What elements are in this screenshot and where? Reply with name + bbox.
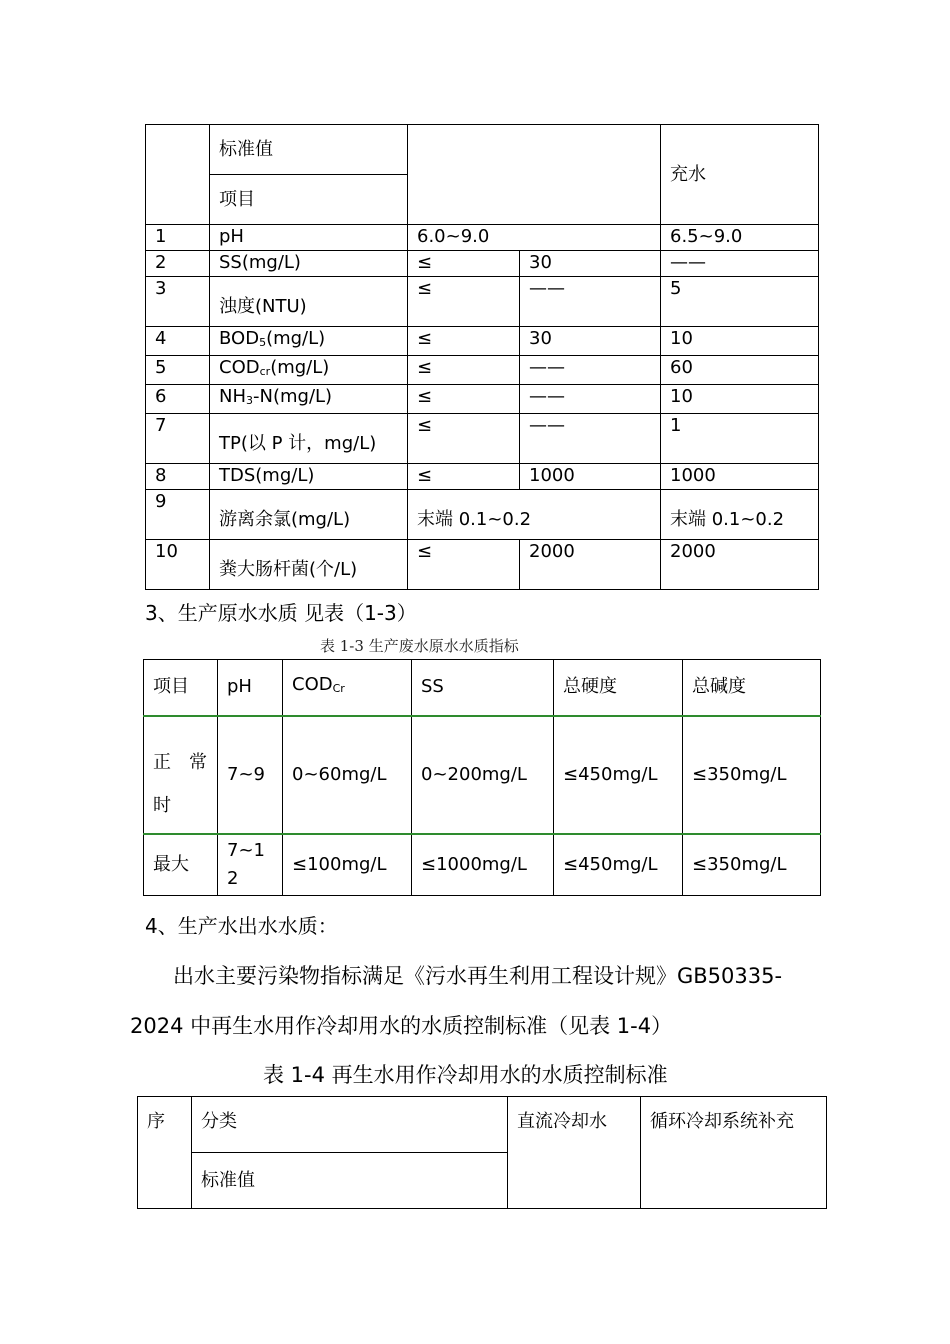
table-cell-item: TDS(mg/L) (210, 464, 408, 490)
table-cell-value: —— (520, 414, 661, 464)
table-cell-ss: ≤1000mg/L (412, 834, 554, 896)
table4-header-direct: 直流冷却水 (508, 1097, 641, 1209)
table-cell-symbol: ≤ (408, 356, 520, 385)
table-cell-symbol: ≤ (408, 540, 520, 590)
table-cell-fill: —— (661, 251, 819, 277)
table-cell-fill: 60 (661, 356, 819, 385)
table-cell-value: 30 (520, 327, 661, 356)
table-cell-item: TP(以 P 计，mg/L) (210, 414, 408, 464)
section4-paragraph-line2: 2024 中再生水用作冷却用水的水质控制标准（见表 1-4） (130, 1014, 673, 1038)
section4-heading: 4、生产水出水水质： (145, 914, 338, 938)
table-cell-symbol: ≤ (408, 277, 520, 327)
table-cell-no: 7 (146, 414, 210, 464)
table1-header-item: 项目 (210, 175, 408, 225)
table-cell-item: 游离余氯(mg/L) (210, 490, 408, 540)
table-cell-value: —— (520, 356, 661, 385)
table-cell-fill: 10 (661, 385, 819, 414)
table-cell-value: —— (520, 385, 661, 414)
table-cell-item: $BOD_5(mg/L)$ (210, 327, 408, 356)
table3-caption: 表 1-3 生产废水原水水质指标 (320, 637, 519, 655)
table3-header-hardness: 总硬度 (554, 660, 683, 716)
table-cell-no: 2 (146, 251, 210, 277)
table-cell-value: 30 (520, 251, 661, 277)
table4-header-circulating: 循环冷却系统补充 (641, 1097, 827, 1209)
table-cell-no: 3 (146, 277, 210, 327)
table-cell-no: 8 (146, 464, 210, 490)
table-cell-no: 10 (146, 540, 210, 590)
table1-header-fill: 充水 (661, 125, 819, 225)
table4-header-no: 序 (138, 1097, 192, 1209)
section4-paragraph-line1: 出水主要污染物指标满足《污水再生利用工程设计规》GB50335- (173, 964, 783, 988)
table-cell-fill: 2000 (661, 540, 819, 590)
table-cell-ph: 7~9 (218, 716, 283, 834)
table3-header-alkalinity: 总碱度 (683, 660, 821, 716)
table-cell-item: SS(mg/L) (210, 251, 408, 277)
table-cell-value: —— (520, 277, 661, 327)
table3-header-item: 项目 (144, 660, 218, 716)
table-cell-fill: 6.5~9.0 (661, 225, 819, 251)
table-cell-ss: 0~200mg/L (412, 716, 554, 834)
table-cell-symbol: ≤ (408, 251, 520, 277)
section3-heading: 3、生产原水水质 见表（1-3） (145, 601, 417, 625)
table-cell-value: 1000 (520, 464, 661, 490)
table4-header-category: 分类 (192, 1097, 508, 1153)
table-cell-no: 9 (146, 490, 210, 540)
table1-corner-cell (146, 125, 210, 225)
table-cell-fill: 1 (661, 414, 819, 464)
table4-header-standard: 标准值 (192, 1153, 508, 1209)
table-cell-item: $COD_{cr}(mg/L)$ (210, 356, 408, 385)
table-cell-item: pH (210, 225, 408, 251)
table-cell-ph: 7~1 2 (218, 834, 283, 896)
table-cell-item: $NH_3-N(mg/L)$ (210, 385, 408, 414)
table-cell-fill: 10 (661, 327, 819, 356)
table-cell-alkalinity: ≤350mg/L (683, 716, 821, 834)
table-cell-limit: 6.0~9.0 (408, 225, 661, 251)
table-cell-limit: 末端 0.1~0.2 (408, 490, 661, 540)
table-cell-symbol: ≤ (408, 414, 520, 464)
table-cell-no: 5 (146, 356, 210, 385)
table3-row-label: 最大 (144, 834, 218, 896)
table-cell-cod: ≤100mg/L (283, 834, 412, 896)
table-cell-no: 6 (146, 385, 210, 414)
table-cell-hardness: ≤450mg/L (554, 834, 683, 896)
table-cell-symbol: ≤ (408, 327, 520, 356)
table-cell-symbol: ≤ (408, 464, 520, 490)
table1-header-standard: 标准值 (210, 125, 408, 175)
table-cell-alkalinity: ≤350mg/L (683, 834, 821, 896)
table-cell-cod: 0~60mg/L (283, 716, 412, 834)
table3-header-cod: $COD_{Cr}$ (283, 660, 412, 716)
table-cell-symbol: ≤ (408, 385, 520, 414)
table-cell-fill: 1000 (661, 464, 819, 490)
table3-header-ss: SS (412, 660, 554, 716)
table-cell-fill: 5 (661, 277, 819, 327)
table-cell-no: 1 (146, 225, 210, 251)
table-cell-no: 4 (146, 327, 210, 356)
cooling-water-standard-table (137, 1096, 827, 1209)
table4-caption: 表 1-4 再生水用作冷却用水的水质控制标准 (263, 1063, 668, 1087)
table-cell-value: 2000 (520, 540, 661, 590)
table3-header-ph: pH (218, 660, 283, 716)
water-quality-table-1 (145, 124, 819, 590)
table-cell-item: 粪大肠杆菌(个/L) (210, 540, 408, 590)
table-cell-fill: 末端 0.1~0.2 (661, 490, 819, 540)
raw-water-quality-table (143, 659, 821, 896)
table1-header-blank (408, 125, 661, 225)
table-cell-item: 浊度(NTU) (210, 277, 408, 327)
table3-row-label: 正 常 时 (144, 716, 218, 834)
table-cell-hardness: ≤450mg/L (554, 716, 683, 834)
